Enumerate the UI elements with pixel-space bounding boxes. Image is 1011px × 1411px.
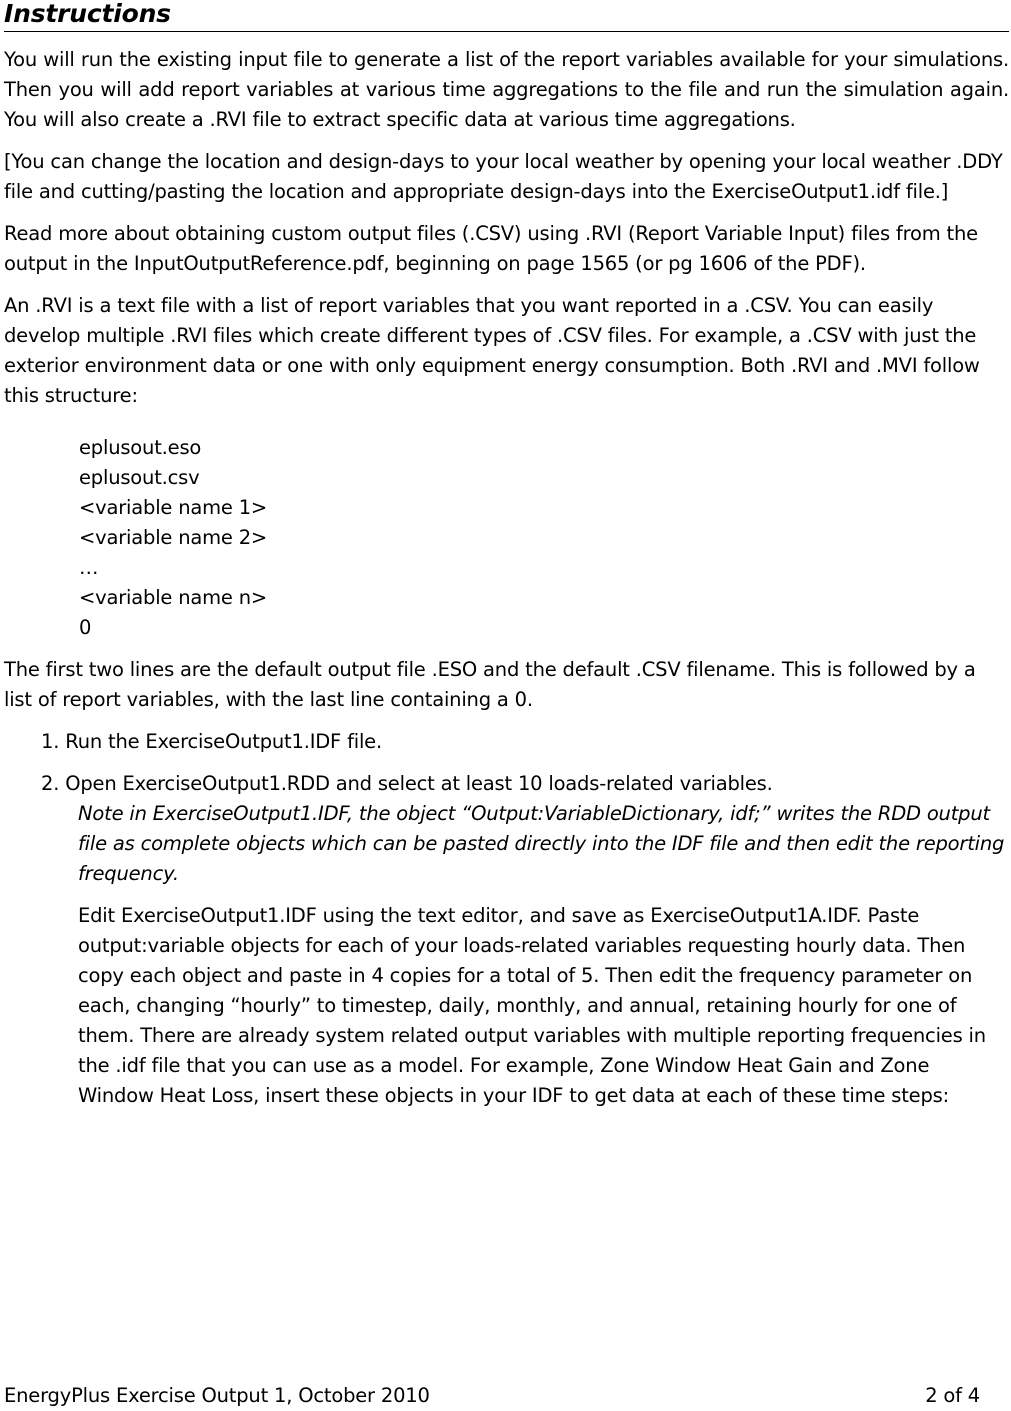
page-number: 2 of 4	[925, 1384, 980, 1407]
code-line: 0	[79, 616, 92, 639]
list-item	[41, 769, 1009, 889]
step-number: 2.	[41, 772, 60, 795]
code-line: …	[79, 556, 99, 579]
code-line: eplusout.eso	[79, 436, 202, 459]
code-line: <variable name 1>	[79, 496, 268, 519]
step-note: Note in ExerciseOutput1.IDF, the object “Output:VariableDictionary, idf;” writes the RDD output file as complete objects which can be pasted directly into the IDF file and then edit the reporting frequency.	[78, 802, 1005, 885]
rvi-description-paragraph: An .RVI is a text file with a list of report variables that you want reported in a .CSV. You can easily develop multiple .RVI files which create different types of .CSV files. For example, a .CSV with just the exterior environment data or one with only equipment energy consumption. Both .RVI and .MVI follow this structure:	[4, 294, 980, 407]
step-text: Run the ExerciseOutput1.IDF file.	[65, 730, 382, 753]
code-line: <variable name 2>	[79, 526, 268, 549]
intro-paragraph: You will run the existing input file to generate a list of the report variables available for your simulations. Then you will add report variables at various time aggregations to the file and run the simulation again. You will also create a .RVI file to extract specific data at various time aggregations.	[4, 48, 1009, 131]
steps-list	[4, 727, 1009, 889]
footer-title: EnergyPlus Exercise Output 1, October 2010	[4, 1384, 430, 1407]
step-number: 1.	[41, 730, 60, 753]
code-line: <variable name n>	[79, 586, 268, 609]
reference-paragraph: Read more about obtaining custom output files (.CSV) using .RVI (Report Variable Input) files from the output in the InputOutputReference.pdf, beginning on page 1565 (or pg 1606 of the PDF).	[4, 222, 978, 275]
list-item	[41, 727, 1009, 757]
document-body	[4, 45, 1009, 1111]
section-heading: Instructions	[4, 0, 1009, 32]
step-detail-paragraph: Edit ExerciseOutput1.IDF using the text editor, and save as ExerciseOutput1A.IDF. Paste output:variable objects for each of your loads-related variables requesting hourly data. Then copy each object and paste in 4 copies for a total of 5. Then edit the frequency parameter on each, changing “hourly” to timestep, daily, monthly, and annual, retaining hourly for one of them. There are already system related output variables with multiple reporting frequencies in the .idf file that you can use as a model. For example, Zone Window Heat Gain and Zone Window Heat Loss, insert these objects in your IDF to get data at each of these time steps:	[78, 904, 986, 1107]
code-line: eplusout.csv	[79, 466, 200, 489]
location-note-paragraph: [You can change the location and design-days to your local weather by opening your local weather .DDY file and cutting/pasting the location and appropriate design-days into the ExerciseOutput1.idf file.]	[4, 150, 1003, 203]
rvi-structure-block	[79, 433, 1009, 643]
step-text: Open ExerciseOutput1.RDD and select at least 10 loads-related variables.	[65, 772, 773, 795]
file-lines-explanation-paragraph: The first two lines are the default output file .ESO and the default .CSV filename. This is followed by a list of report variables, with the last line containing a 0.	[4, 658, 976, 711]
